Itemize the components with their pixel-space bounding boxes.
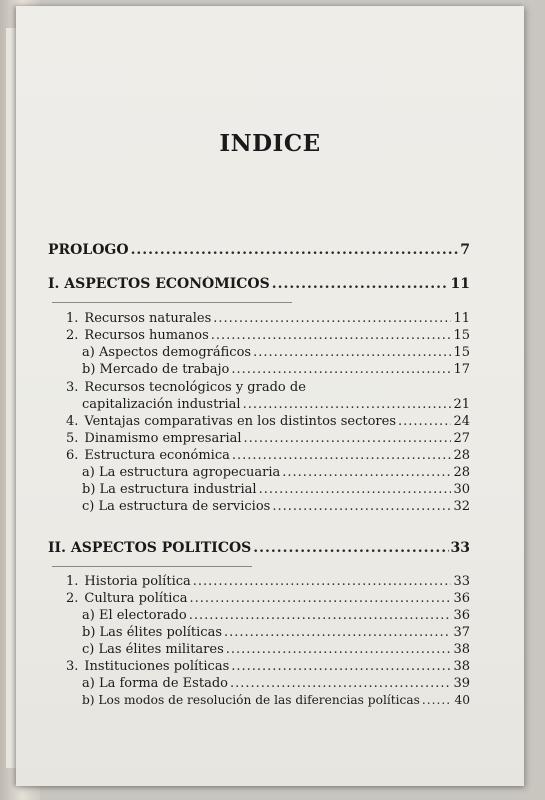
toc-page-number: 17: [453, 362, 470, 377]
leader-dots: [211, 328, 452, 343]
toc-page-number: 7: [460, 242, 470, 258]
leader-dots: [224, 625, 451, 640]
toc-label: capitalización industrial: [82, 397, 241, 412]
toc-entry[interactable]: [66, 574, 470, 589]
toc-page-number: 39: [453, 676, 470, 691]
toc-label: b) Mercado de trabajo: [82, 362, 230, 377]
toc-entry[interactable]: [82, 676, 470, 691]
toc-page-number: 36: [453, 591, 470, 606]
toc-label: Historia política: [84, 574, 191, 589]
toc-label: Recursos naturales: [84, 311, 212, 326]
toc-label: b) Las élites políticas: [82, 625, 222, 640]
toc-entry-prologo[interactable]: [48, 242, 470, 258]
toc-number: 5.: [66, 431, 79, 446]
toc-label: Recursos tecnológicos y grado de: [84, 380, 306, 395]
toc-section-economicos[interactable]: [48, 276, 470, 292]
toc-label: c) La estructura de servicios: [82, 499, 271, 514]
toc-page-number: 28: [453, 448, 470, 463]
toc-label: a) El electorado: [82, 608, 187, 623]
leader-dots: [232, 448, 452, 463]
toc-page-number: 11: [450, 276, 470, 292]
toc-page-number: 33: [453, 574, 470, 589]
section-divider: [52, 566, 252, 567]
toc-number: 6.: [66, 448, 79, 463]
leader-dots: [282, 465, 451, 480]
toc-number: 1.: [66, 574, 79, 589]
toc-page-number: 38: [453, 642, 470, 657]
leader-dots: [231, 362, 451, 377]
toc-page-number: 15: [453, 328, 470, 343]
leader-dots: [253, 345, 451, 360]
toc-page-number: 15: [453, 345, 470, 360]
toc-entry[interactable]: [66, 591, 470, 606]
toc-entry[interactable]: [82, 465, 470, 480]
toc-entry[interactable]: [82, 397, 470, 412]
toc-entry[interactable]: [66, 448, 470, 463]
toc-number: 1.: [66, 311, 79, 326]
toc-entry[interactable]: [66, 380, 306, 395]
toc-entry[interactable]: [82, 345, 470, 360]
toc-label: a) Aspectos demográficos: [82, 345, 252, 360]
toc-entry[interactable]: [66, 311, 470, 326]
leader-dots: [189, 608, 452, 623]
toc-entry[interactable]: [66, 659, 470, 674]
toc-label: b) La estructura industrial: [82, 482, 257, 497]
toc-label: b) Los modos de resolución de las diferencias políticas: [82, 693, 420, 707]
toc-label: II. ASPECTOS POLITICOS: [48, 540, 252, 556]
toc-label: Cultura política: [84, 591, 188, 606]
leader-dots: [193, 574, 452, 589]
leader-dots: [213, 311, 451, 326]
leader-dots: [131, 242, 458, 258]
toc-entry[interactable]: [66, 431, 470, 446]
toc-page-number: 33: [450, 540, 470, 556]
toc-label: I. ASPECTOS ECONÓMICOS: [48, 276, 270, 292]
toc-label: c) Las élites militares: [82, 642, 224, 657]
toc-label: Dinamismo empresarial: [84, 431, 242, 446]
book-page: [16, 6, 524, 786]
toc-page-number: 32: [453, 499, 470, 514]
toc-number: 3.: [66, 659, 79, 674]
leader-dots: [243, 397, 452, 412]
leader-dots: [231, 659, 451, 674]
toc-page-number: 36: [453, 608, 470, 623]
page-title: INDICE: [219, 130, 321, 157]
toc-entry[interactable]: [82, 693, 470, 707]
leader-dots: [272, 499, 451, 514]
toc-page-number: 37: [453, 625, 470, 640]
toc-label: Estructura económica: [84, 448, 230, 463]
toc-entry[interactable]: [82, 625, 470, 640]
leader-dots: [244, 431, 452, 446]
toc-entry[interactable]: [66, 328, 470, 343]
toc-entry[interactable]: [66, 414, 470, 429]
leader-dots: [398, 414, 451, 429]
toc-label: a) La forma de Estado: [82, 676, 228, 691]
toc-label: Recursos humanos: [84, 328, 209, 343]
toc-label: Ventajas comparativas en los distintos sectores: [84, 414, 396, 429]
toc-number: 2.: [66, 328, 79, 343]
toc-page-number: 28: [453, 465, 470, 480]
toc-number: 3.: [66, 380, 79, 395]
toc-page-number: 30: [453, 482, 470, 497]
toc-page-number: 11: [453, 311, 470, 326]
toc-section-politicos[interactable]: [48, 540, 470, 556]
leader-dots: [226, 642, 452, 657]
toc-entry[interactable]: [82, 482, 470, 497]
toc-entry[interactable]: [82, 608, 470, 623]
leader-dots: [189, 591, 451, 606]
toc-page-number: 27: [453, 431, 470, 446]
section-divider: [52, 302, 292, 303]
toc-label: PROLOGO: [48, 242, 129, 258]
toc-entry[interactable]: [82, 642, 470, 657]
toc-entry[interactable]: [82, 362, 470, 377]
toc-page-number: 24: [453, 414, 470, 429]
toc-page-number: 38: [453, 659, 470, 674]
leader-dots: [422, 693, 453, 707]
toc-label: a) La estructura agropecuaria: [82, 465, 281, 480]
leader-dots: [230, 676, 451, 691]
toc-entry[interactable]: [82, 499, 470, 514]
toc-page-number: 21: [453, 397, 470, 412]
leader-dots: [253, 540, 448, 556]
toc-number: 4.: [66, 414, 79, 429]
toc-page-number: 40: [454, 693, 470, 707]
toc-label: Instituciones políticas: [84, 659, 230, 674]
toc-number: 2.: [66, 591, 79, 606]
leader-dots: [259, 482, 452, 497]
leader-dots: [272, 276, 449, 292]
